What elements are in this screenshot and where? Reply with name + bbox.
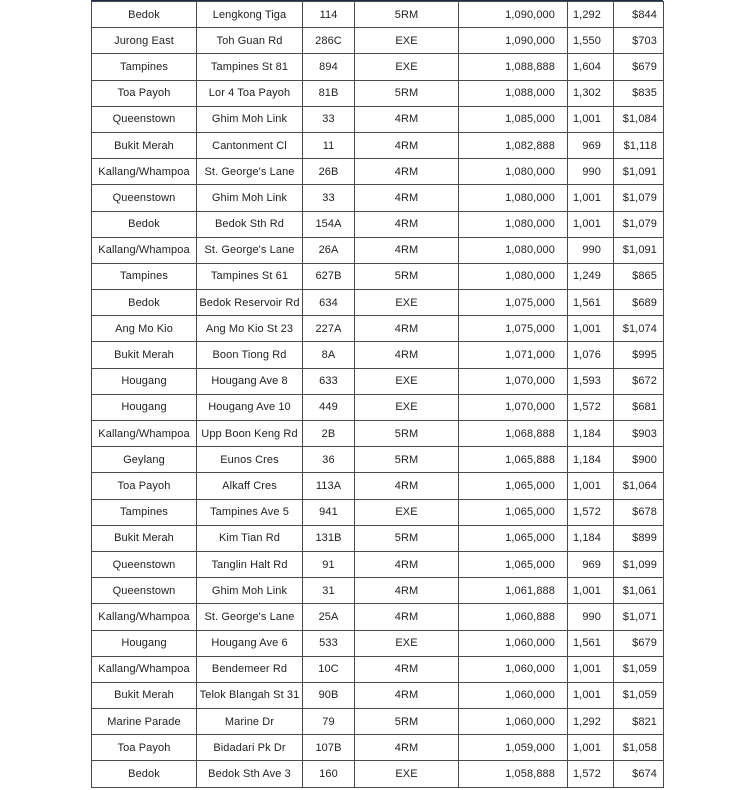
table-row [92,159,664,185]
sqft-cell: 1,076 [568,342,614,368]
price-cell: 1,071,000 [459,342,568,368]
table-row [92,761,664,787]
price-cell: 1,080,000 [459,263,568,289]
street-cell: Hougang Ave 8 [197,368,303,394]
price-cell: 1,080,000 [459,237,568,263]
sqft-cell: 1,561 [568,630,614,656]
psf-cell: $995 [614,342,664,368]
block-cell: 91 [303,551,355,577]
price-cell: 1,080,000 [459,211,568,237]
table-row [92,604,664,630]
table-row [92,54,664,80]
price-cell: 1,090,000 [459,28,568,54]
psf-cell: $903 [614,421,664,447]
psf-cell: $865 [614,263,664,289]
block-cell: 25A [303,604,355,630]
table-row [92,630,664,656]
psf-cell: $1,071 [614,604,664,630]
town-cell: Hougang [92,394,197,420]
price-cell: 1,060,000 [459,656,568,682]
block-cell: 160 [303,761,355,787]
sqft-cell: 1,001 [568,578,614,604]
flat-type-cell: 5RM [355,80,459,106]
town-cell: Bukit Merah [92,682,197,708]
flat-type-cell: 4RM [355,682,459,708]
table-row [92,80,664,106]
flat-type-cell: 5RM [355,2,459,28]
block-cell: 941 [303,499,355,525]
price-cell: 1,060,000 [459,682,568,708]
street-cell: Ghim Moh Link [197,578,303,604]
block-cell: 33 [303,106,355,132]
sqft-cell: 1,572 [568,499,614,525]
sqft-cell: 1,604 [568,54,614,80]
town-cell: Bedok [92,290,197,316]
block-cell: 227A [303,316,355,342]
psf-cell: $1,058 [614,735,664,761]
flat-type-cell: EXE [355,630,459,656]
town-cell: Ang Mo Kio [92,316,197,342]
price-cell: 1,075,000 [459,290,568,316]
price-cell: 1,080,000 [459,185,568,211]
sqft-cell: 969 [568,551,614,577]
table-row [92,656,664,682]
town-cell: Kallang/Whampoa [92,421,197,447]
flat-type-cell: 5RM [355,421,459,447]
town-cell: Bukit Merah [92,342,197,368]
block-cell: 26B [303,159,355,185]
table-row [92,28,664,54]
sqft-cell: 1,001 [568,735,614,761]
block-cell: 31 [303,578,355,604]
street-cell: Eunos Cres [197,447,303,473]
psf-cell: $1,059 [614,682,664,708]
flat-type-cell: 4RM [355,132,459,158]
price-cell: 1,068,888 [459,421,568,447]
town-cell: Geylang [92,447,197,473]
block-cell: 894 [303,54,355,80]
psf-cell: $679 [614,630,664,656]
street-cell: St. George's Lane [197,159,303,185]
table-row [92,735,664,761]
block-cell: 8A [303,342,355,368]
town-cell: Toa Payoh [92,80,197,106]
town-cell: Kallang/Whampoa [92,656,197,682]
price-cell: 1,065,000 [459,473,568,499]
table-row [92,368,664,394]
price-cell: 1,059,000 [459,735,568,761]
block-cell: 36 [303,447,355,473]
block-cell: 634 [303,290,355,316]
price-cell: 1,061,888 [459,578,568,604]
street-cell: Upp Boon Keng Rd [197,421,303,447]
block-cell: 10C [303,656,355,682]
flat-type-cell: 4RM [355,342,459,368]
price-cell: 1,070,000 [459,394,568,420]
flat-type-cell: 4RM [355,316,459,342]
block-cell: 633 [303,368,355,394]
sqft-cell: 1,001 [568,656,614,682]
table-row [92,106,664,132]
flat-type-cell: 4RM [355,159,459,185]
price-cell: 1,070,000 [459,368,568,394]
psf-cell: $672 [614,368,664,394]
sqft-cell: 1,001 [568,211,614,237]
street-cell: Alkaff Cres [197,473,303,499]
sqft-cell: 1,001 [568,316,614,342]
town-cell: Kallang/Whampoa [92,159,197,185]
table-row [92,578,664,604]
town-cell: Marine Parade [92,709,197,735]
sqft-cell: 1,561 [568,290,614,316]
table-row [92,421,664,447]
town-cell: Toa Payoh [92,735,197,761]
street-cell: Hougang Ave 6 [197,630,303,656]
price-cell: 1,088,888 [459,54,568,80]
psf-cell: $835 [614,80,664,106]
price-cell: 1,060,888 [459,604,568,630]
street-cell: Telok Blangah St 31 [197,682,303,708]
psf-cell: $1,118 [614,132,664,158]
table-row [92,2,664,28]
block-cell: 26A [303,237,355,263]
flat-type-cell: 4RM [355,237,459,263]
flat-type-cell: 4RM [355,735,459,761]
psf-cell: $821 [614,709,664,735]
sqft-cell: 990 [568,237,614,263]
town-cell: Hougang [92,630,197,656]
flat-type-cell: EXE [355,54,459,80]
street-cell: Bendemeer Rd [197,656,303,682]
street-cell: Tanglin Halt Rd [197,551,303,577]
psf-cell: $1,064 [614,473,664,499]
sqft-cell: 1,593 [568,368,614,394]
psf-cell: $674 [614,761,664,787]
street-cell: Ang Mo Kio St 23 [197,316,303,342]
sqft-cell: 1,572 [568,394,614,420]
town-cell: Queenstown [92,551,197,577]
flat-type-cell: EXE [355,368,459,394]
flat-type-cell: 4RM [355,473,459,499]
sqft-cell: 1,184 [568,421,614,447]
block-cell: 90B [303,682,355,708]
street-cell: Tampines Ave 5 [197,499,303,525]
sqft-cell: 1,184 [568,447,614,473]
street-cell: Ghim Moh Link [197,185,303,211]
psf-cell: $1,099 [614,551,664,577]
sqft-cell: 990 [568,159,614,185]
price-cell: 1,065,888 [459,447,568,473]
table-row [92,316,664,342]
price-cell: 1,060,000 [459,709,568,735]
psf-cell: $1,091 [614,237,664,263]
price-cell: 1,088,000 [459,80,568,106]
sqft-cell: 1,550 [568,28,614,54]
town-cell: Tampines [92,499,197,525]
price-cell: 1,065,000 [459,499,568,525]
table-row [92,263,664,289]
street-cell: Tampines St 81 [197,54,303,80]
price-cell: 1,075,000 [459,316,568,342]
flat-type-cell: EXE [355,28,459,54]
psf-cell: $681 [614,394,664,420]
table-row [92,447,664,473]
sqft-cell: 1,292 [568,709,614,735]
psf-cell: $679 [614,54,664,80]
street-cell: Ghim Moh Link [197,106,303,132]
street-cell: Bedok Reservoir Rd [197,290,303,316]
table-row [92,682,664,708]
price-cell: 1,060,000 [459,630,568,656]
psf-cell: $844 [614,2,664,28]
town-cell: Bedok [92,761,197,787]
flat-type-cell: 4RM [355,551,459,577]
town-cell: Bedok [92,211,197,237]
psf-cell: $1,084 [614,106,664,132]
street-cell: Toh Guan Rd [197,28,303,54]
sqft-cell: 969 [568,132,614,158]
sqft-cell: 1,572 [568,761,614,787]
block-cell: 11 [303,132,355,158]
psf-cell: $1,091 [614,159,664,185]
block-cell: 533 [303,630,355,656]
block-cell: 627B [303,263,355,289]
town-cell: Queenstown [92,185,197,211]
flat-type-cell: EXE [355,394,459,420]
psf-cell: $1,079 [614,185,664,211]
flat-type-cell: EXE [355,499,459,525]
price-cell: 1,058,888 [459,761,568,787]
flat-type-cell: EXE [355,290,459,316]
price-cell: 1,065,000 [459,551,568,577]
table-row [92,185,664,211]
street-cell: Boon Tiong Rd [197,342,303,368]
psf-cell: $900 [614,447,664,473]
table-row [92,551,664,577]
street-cell: Bedok Sth Ave 3 [197,761,303,787]
price-cell: 1,065,000 [459,525,568,551]
street-cell: Hougang Ave 10 [197,394,303,420]
sqft-cell: 1,292 [568,2,614,28]
flat-type-cell: 5RM [355,263,459,289]
block-cell: 113A [303,473,355,499]
table-body [92,2,664,788]
town-cell: Toa Payoh [92,473,197,499]
table-row [92,211,664,237]
town-cell: Queenstown [92,106,197,132]
street-cell: Kim Tian Rd [197,525,303,551]
table-row [92,499,664,525]
street-cell: Lengkong Tiga [197,2,303,28]
price-cell: 1,082,888 [459,132,568,158]
block-cell: 154A [303,211,355,237]
town-cell: Bedok [92,2,197,28]
sqft-cell: 1,001 [568,185,614,211]
block-cell: 114 [303,2,355,28]
street-cell: Tampines St 61 [197,263,303,289]
street-cell: Bidadari Pk Dr [197,735,303,761]
table-row [92,525,664,551]
street-cell: St. George's Lane [197,237,303,263]
table-row [92,394,664,420]
town-cell: Bukit Merah [92,132,197,158]
table-row [92,342,664,368]
flat-type-cell: 4RM [355,106,459,132]
psf-cell: $1,061 [614,578,664,604]
table-row [92,290,664,316]
town-cell: Kallang/Whampoa [92,237,197,263]
price-cell: 1,090,000 [459,2,568,28]
flat-type-cell: 4RM [355,578,459,604]
block-cell: 107B [303,735,355,761]
psf-cell: $689 [614,290,664,316]
price-cell: 1,080,000 [459,159,568,185]
block-cell: 81B [303,80,355,106]
flat-type-cell: 4RM [355,604,459,630]
table-row [92,237,664,263]
flat-type-cell: 5RM [355,447,459,473]
table-row [92,709,664,735]
street-cell: St. George's Lane [197,604,303,630]
table-row [92,132,664,158]
flat-type-cell: 5RM [355,709,459,735]
town-cell: Hougang [92,368,197,394]
block-cell: 449 [303,394,355,420]
block-cell: 33 [303,185,355,211]
sqft-cell: 1,001 [568,106,614,132]
town-cell: Tampines [92,263,197,289]
hdb-transactions-table [91,1,664,788]
table-row [92,473,664,499]
street-cell: Lor 4 Toa Payoh [197,80,303,106]
psf-cell: $1,079 [614,211,664,237]
psf-cell: $1,059 [614,656,664,682]
psf-cell: $678 [614,499,664,525]
town-cell: Jurong East [92,28,197,54]
psf-cell: $1,074 [614,316,664,342]
sqft-cell: 1,001 [568,682,614,708]
block-cell: 2B [303,421,355,447]
block-cell: 131B [303,525,355,551]
psf-cell: $899 [614,525,664,551]
flat-type-cell: 4RM [355,656,459,682]
sqft-cell: 1,302 [568,80,614,106]
town-cell: Queenstown [92,578,197,604]
street-cell: Cantonment Cl [197,132,303,158]
sqft-cell: 1,001 [568,473,614,499]
sqft-cell: 1,184 [568,525,614,551]
sqft-cell: 990 [568,604,614,630]
town-cell: Bukit Merah [92,525,197,551]
street-cell: Bedok Sth Rd [197,211,303,237]
street-cell: Marine Dr [197,709,303,735]
flat-type-cell: 4RM [355,185,459,211]
block-cell: 286C [303,28,355,54]
town-cell: Kallang/Whampoa [92,604,197,630]
flat-type-cell: 4RM [355,211,459,237]
flat-type-cell: 5RM [355,525,459,551]
psf-cell: $703 [614,28,664,54]
block-cell: 79 [303,709,355,735]
price-cell: 1,085,000 [459,106,568,132]
town-cell: Tampines [92,54,197,80]
flat-type-cell: EXE [355,761,459,787]
sqft-cell: 1,249 [568,263,614,289]
